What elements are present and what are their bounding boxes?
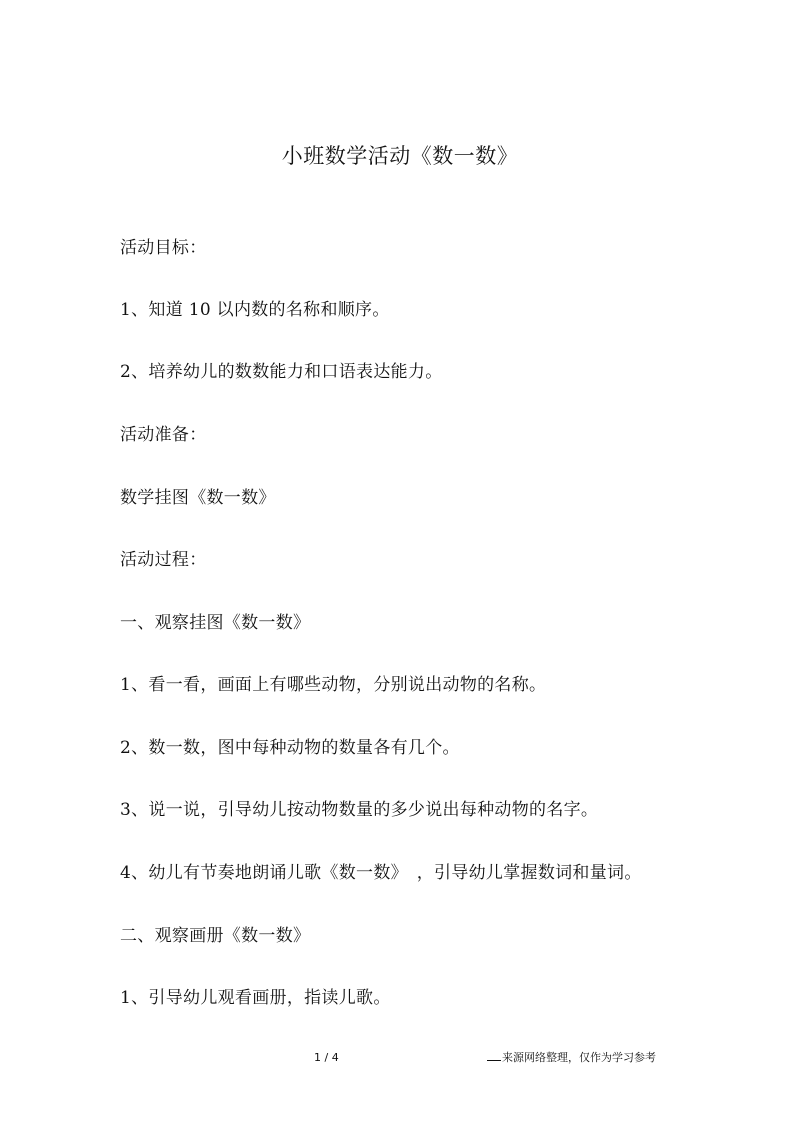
section-heading-preparation: 活动准备：: [120, 425, 207, 445]
body-line: 数学挂图《数一数》: [120, 488, 276, 508]
section-heading-goals: 活动目标：: [120, 238, 207, 258]
subsection-heading: 一、观察挂图《数一数》: [120, 613, 311, 633]
body-line: 3、说一说，引导幼儿按动物数量的多少说出每种动物的名字。: [120, 800, 599, 820]
page-number: 1 / 4: [314, 1051, 339, 1064]
underline-mark: [487, 1050, 501, 1061]
body-line: 2、数一数，图中每种动物的数量各有几个。: [120, 738, 460, 758]
footer-note-text: 来源网络整理，仅作为学习参考: [502, 1051, 656, 1064]
body-line: 1、引导幼儿观看画册，指读儿歌。: [120, 988, 391, 1008]
body-line: 2、培养幼儿的数数能力和口语表达能力。: [120, 362, 443, 382]
body-line: 1、看一看，画面上有哪些动物，分别说出动物的名称。: [120, 675, 547, 695]
footer-note: [487, 1049, 656, 1065]
section-heading-process: 活动过程：: [120, 550, 207, 570]
subsection-heading: 二、观察画册《数一数》: [120, 926, 311, 946]
body-line: 1、知道 10 以内数的名称和顺序。: [120, 300, 390, 320]
document-title: 小班数学活动《数一数》: [281, 144, 519, 168]
body-line: 4、幼儿有节奏地朗诵儿歌《数一数》 ，引导幼儿掌握数词和量词。: [120, 863, 642, 883]
